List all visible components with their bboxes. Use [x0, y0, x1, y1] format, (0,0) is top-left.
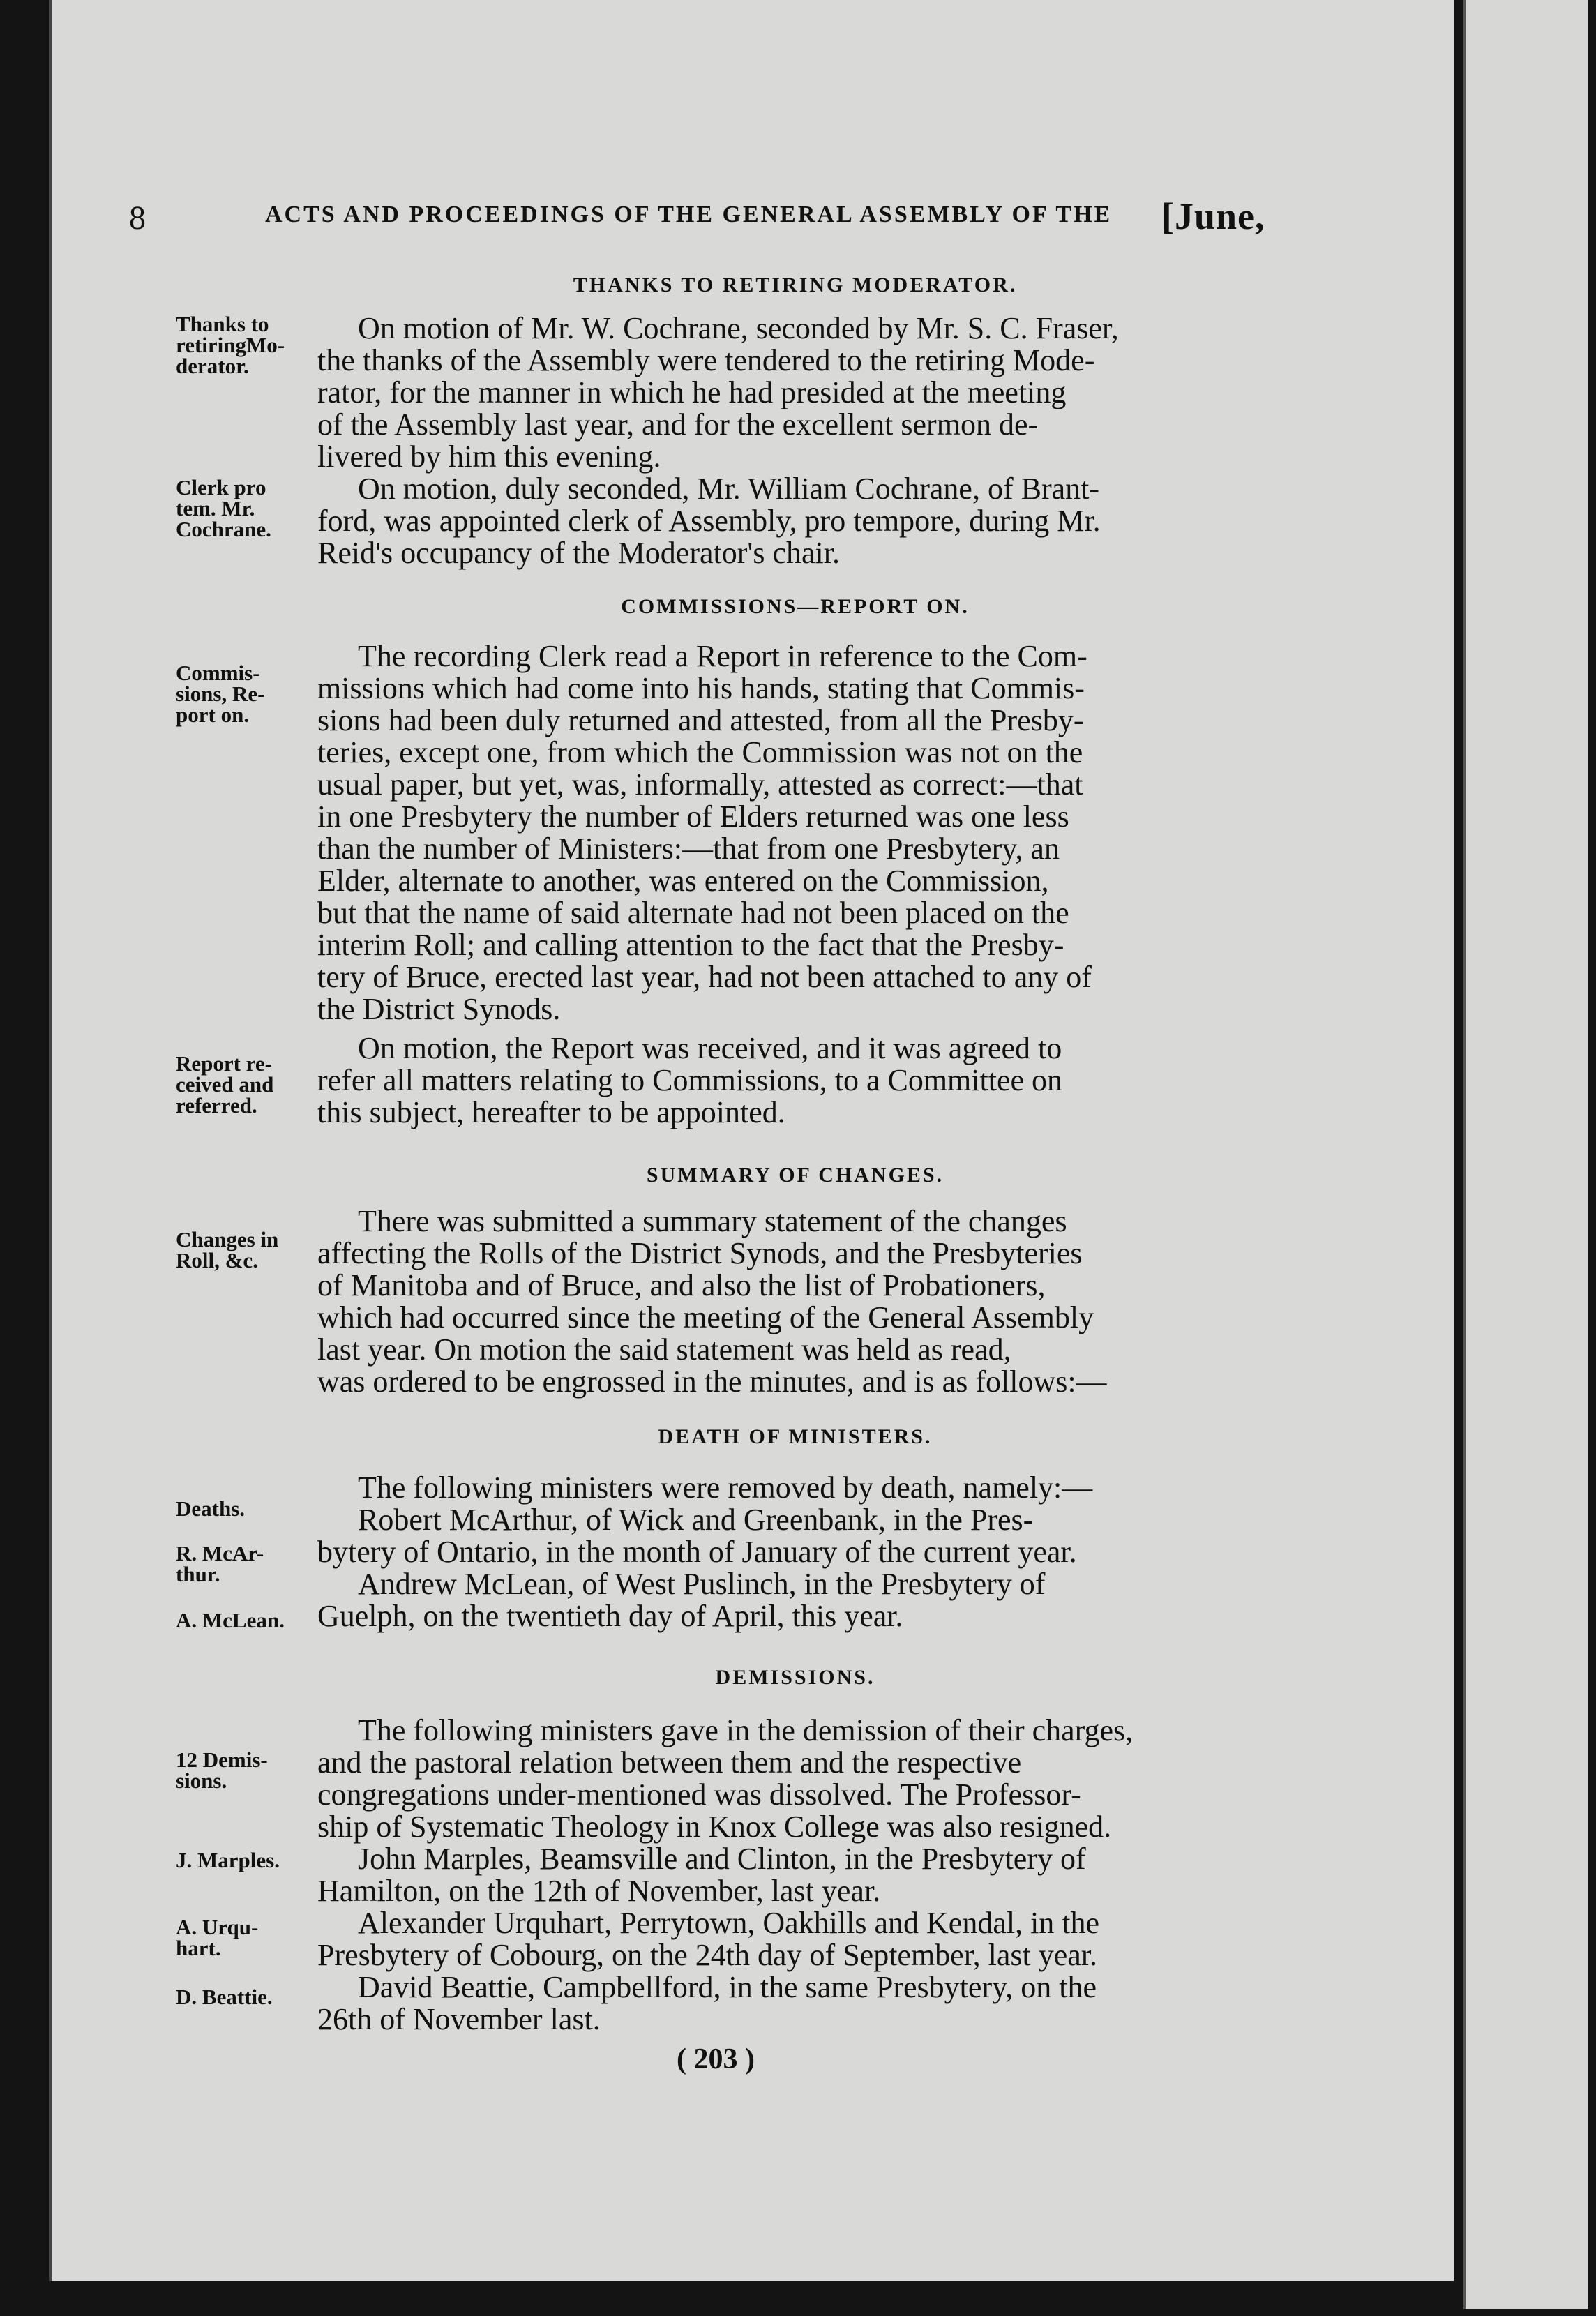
- text-line: last year. On motion the said statement was held as read,: [317, 1332, 1011, 1367]
- margin-note-line: Clerk pro: [176, 475, 266, 499]
- margin-note-line: Roll, &c.: [176, 1248, 258, 1272]
- text-line: Guelph, on the twentieth day of April, this year.: [317, 1599, 903, 1633]
- paragraph: [317, 473, 1270, 569]
- text-line: in one Presbytery the number of Elders returned was one less: [317, 799, 1069, 834]
- margin-note-line: sions, Re-: [176, 682, 265, 706]
- facing-page-edge: [1463, 0, 1588, 2309]
- text-line: There was submitted a summary statement of the changes: [358, 1204, 1067, 1238]
- text-line: Andrew McLean, of West Puslinch, in the Presbytery of: [358, 1567, 1046, 1601]
- text-line: but that the name of said alternate had not been placed on the: [317, 896, 1069, 930]
- margin-note-line: sions.: [176, 1768, 227, 1793]
- margin-note-line: Changes in: [176, 1227, 279, 1251]
- section-heading: SUMMARY OF CHANGES.: [646, 1164, 944, 1187]
- margin-note-line: ceived and: [176, 1072, 274, 1097]
- margin-note: [176, 1610, 322, 1631]
- text-line: and the pastoral relation between them and the respective: [317, 1745, 1022, 1780]
- text-line: affecting the Rolls of the District Synods, and the Presbyteries: [317, 1236, 1083, 1270]
- section-heading: COMMISSIONS—REPORT ON.: [621, 595, 970, 618]
- paragraph: [317, 1205, 1270, 1398]
- text-line: Reid's occupancy of the Moderator's chair.: [317, 536, 840, 570]
- text-line: ship of Systematic Theology in Knox College was also resigned.: [317, 1810, 1112, 1844]
- text-line: the District Synods.: [317, 992, 561, 1026]
- paragraph: [317, 1907, 1270, 1971]
- margin-note: [176, 1987, 322, 2008]
- text-line: usual paper, but yet, was, informally, attested as correct:—that: [317, 767, 1083, 802]
- margin-note-line: port on.: [176, 702, 250, 727]
- margin-note-line: J. Marples.: [176, 1848, 280, 1872]
- paragraph: [317, 1971, 1270, 2036]
- section-heading: DEATH OF MINISTERS.: [658, 1425, 933, 1448]
- margin-note: [176, 1543, 322, 1585]
- text-line: which had occurred since the meeting of the General Assembly: [317, 1300, 1094, 1334]
- margin-note-line: tem. Mr.: [176, 496, 255, 520]
- running-header: [129, 195, 1273, 241]
- margin-note-line: R. McAr-: [176, 1541, 264, 1565]
- text-line: bytery of Ontario, in the month of January of the current year.: [317, 1535, 1077, 1569]
- text-line: of Manitoba and of Bruce, and also the list of Probationers,: [317, 1268, 1046, 1302]
- text-line: sions had been duly returned and attested, from all the Presby-: [317, 703, 1084, 737]
- margin-note: [176, 1747, 322, 1793]
- page-number: 8: [129, 200, 146, 236]
- text-line: Alexander Urquhart, Perrytown, Oakhills and Kendal, in the: [358, 1906, 1100, 1940]
- margin-note-line: Commis-: [176, 661, 260, 685]
- margin-note-line: A. McLean.: [176, 1608, 285, 1632]
- paragraph: [317, 1568, 1270, 1632]
- text-line: missions which had come into his hands, stating that Commis-: [317, 671, 1085, 705]
- margin-note: [176, 1053, 322, 1116]
- text-line: Hamilton, on the 12th of November, last year.: [317, 1874, 881, 1908]
- margin-note-line: thur.: [176, 1562, 220, 1586]
- text-line: interim Roll; and calling attention to the fact that the Presby-: [317, 928, 1064, 962]
- margin-note: [176, 1498, 322, 1519]
- paragraph: [317, 1472, 1270, 1504]
- text-line: The recording Clerk read a Report in reference to the Com-: [358, 639, 1087, 673]
- text-line: On motion of Mr. W. Cochrane, seconded by Mr. S. C. Fraser,: [358, 311, 1119, 345]
- text-line: of the Assembly last year, and for the excellent sermon de-: [317, 407, 1039, 442]
- date-mark: [June,: [1161, 195, 1265, 237]
- paragraph: [317, 1032, 1270, 1129]
- text-line: this subject, hereafter to be appointed.: [317, 1095, 785, 1129]
- folio-number: ( 203 ): [677, 2043, 755, 2075]
- text-line: rator, for the manner in which he had presided at the meeting: [317, 375, 1067, 409]
- text-line: was ordered to be engrossed in the minutes, and is as follows:—: [317, 1364, 1107, 1399]
- margin-note-line: hart.: [176, 1936, 221, 1960]
- text-line: livered by him this evening.: [317, 439, 661, 474]
- text-line: tery of Bruce, erected last year, had not been attached to any of: [317, 960, 1092, 994]
- text-line: 26th of November last.: [317, 2002, 601, 2036]
- paragraph: [317, 313, 1270, 473]
- margin-note: [176, 1229, 322, 1271]
- text-line: On motion, the Report was received, and it was agreed to: [358, 1031, 1062, 1065]
- text-line: The following ministers were removed by death, namely:—: [358, 1471, 1093, 1505]
- margin-note-line: 12 Demis-: [176, 1747, 268, 1772]
- margin-note-line: Deaths.: [176, 1496, 246, 1521]
- margin-note: [176, 1917, 322, 1959]
- text-line: On motion, duly seconded, Mr. William Cochrane, of Brant-: [358, 472, 1100, 506]
- text-line: ford, was appointed clerk of Assembly, pro tempore, during Mr.: [317, 504, 1101, 538]
- text-line: than the number of Ministers:—that from one Presbytery, an: [317, 832, 1060, 866]
- margin-note-line: retiringMo-: [176, 333, 285, 357]
- text-line: Presbytery of Cobourg, on the 24th day of September, last year.: [317, 1938, 1097, 1972]
- text-line: John Marples, Beamsville and Clinton, in the Presbytery of: [358, 1842, 1086, 1876]
- margin-note-line: Report re-: [176, 1051, 273, 1076]
- margin-note-line: D. Beattie.: [176, 1985, 273, 2009]
- margin-note-line: A. Urqu-: [176, 1915, 259, 1939]
- margin-note: [176, 477, 322, 540]
- text-line: Robert McArthur, of Wick and Greenbank, in the Pres-: [358, 1503, 1034, 1537]
- text-line: the thanks of the Assembly were tendered to the retiring Mode-: [317, 343, 1095, 377]
- margin-note-line: Thanks to: [176, 312, 269, 336]
- margin-note-line: derator.: [176, 354, 249, 378]
- text-line: David Beattie, Campbellford, in the same Presbytery, on the: [358, 1970, 1097, 2004]
- text-line: The following ministers gave in the demission of their charges,: [358, 1713, 1134, 1747]
- margin-note: [176, 314, 322, 377]
- paragraph: [317, 1715, 1270, 1843]
- paragraph: [317, 1504, 1270, 1568]
- margin-note: [176, 1850, 322, 1871]
- text-line: Elder, alternate to another, was entered on the Commission,: [317, 864, 1049, 898]
- margin-note-line: referred.: [176, 1093, 257, 1118]
- running-title: ACTS AND PROCEEDINGS OF THE GENERAL ASSEMBLY OF THE: [265, 202, 1113, 227]
- text-line: refer all matters relating to Commissions, to a Committee on: [317, 1063, 1063, 1097]
- section-heading: THANKS TO RETIRING MODERATOR.: [573, 273, 1018, 296]
- text-line: teries, except one, from which the Commission was not on the: [317, 735, 1083, 769]
- text-line: congregations under-mentioned was dissolved. The Professor-: [317, 1777, 1081, 1812]
- paragraph: [317, 1843, 1270, 1907]
- margin-note: [176, 663, 322, 725]
- margin-note-line: Cochrane.: [176, 517, 271, 541]
- paragraph: [317, 640, 1270, 1025]
- section-heading: DEMISSIONS.: [715, 1666, 875, 1689]
